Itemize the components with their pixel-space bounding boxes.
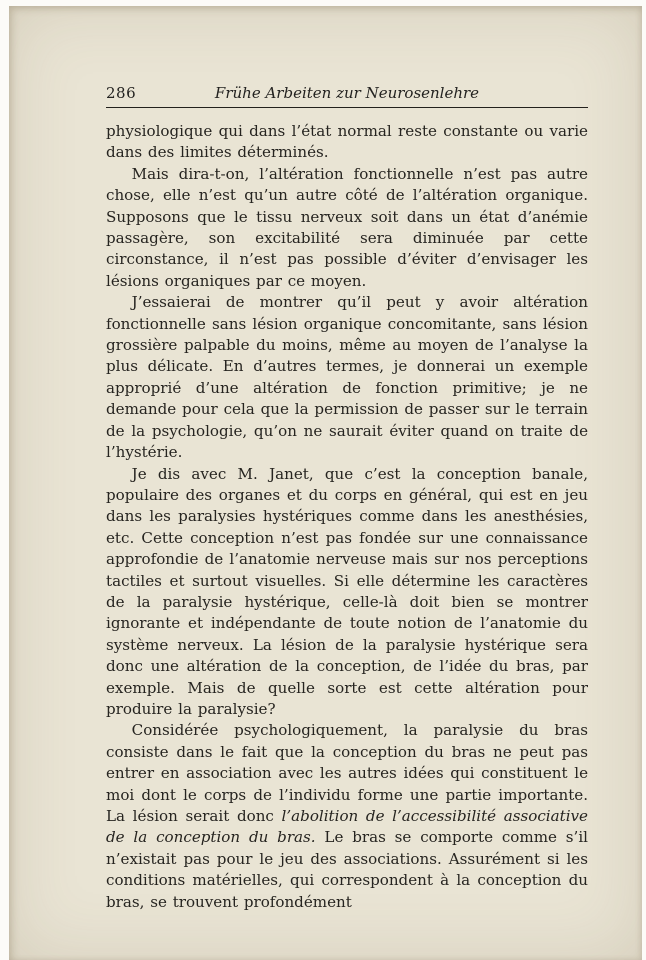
body-paragraph [106, 464, 588, 721]
header-rule [106, 107, 588, 108]
text-segment: Je dis avec M. Janet, que c’est la conception banale, populaire des organes et du corps en général, qui est en jeu dans les paralysies hystériques comme dans les anesthésies, etc. Cette conception n’est pas fondée sur une connaissance approfondie de l’anatomie nerveuse mais sur nos perceptions tactiles et surtout visuelles. Si elle détermine les caractères de la paralysie hystérique, celle-là doit bien se montrer ignorante et indépendante de toute notion de l’anatomie du système nerveux. La lésion de la paralysie hystérique sera donc une altération de la conception, de l’idée du bras, par exemple. Mais de quelle sorte est cette altération pour produire la paralysie? [106, 464, 588, 718]
body-paragraph [106, 164, 588, 292]
text-segment: Considérée psychologiquement, la paralysie du bras consiste dans le fait que la conception du bras ne peut pas entrer en association avec les autres idées qui constituent le moi dont le corps de l’individu forme une partie importante. La lésion serait donc [106, 721, 588, 825]
italic-phrase: l’abolition de l’accessibilité associative de la conception du bras. [106, 807, 588, 847]
text-segment: J’essaierai de montrer qu’il peut y avoir altération fonctionnelle sans lésion organique concomitante, sans lésion grossière palpable du moins, même au moyen de l’analyse la plus délicate. En d’autres termes, je donnerai un exemple approprié d’une altération de fonction primitive; je ne demande pour cela que la permission de passer sur le terrain de la psychologie, qu’on ne saurait éviter quand on traite de l’hystérie. [106, 293, 588, 462]
text-segment: physiologique qui dans l’état normal reste constante ou varie dans des limites déterminés. [106, 122, 588, 162]
page-number: 286 [106, 84, 137, 102]
running-header [106, 84, 588, 102]
body-paragraph [106, 292, 588, 463]
text-segment: Mais dira-t-on, l’altération fonctionnelle n’est pas autre chose, elle n’est qu’un autre côté de l’altération organique. Supposons que le tissu nerveux soit dans un état d’anémie passagère, son excitabilité sera diminuée par cette circonstance, il n’est pas possible d’éviter d’envisager les lésions organiques par ce moyen. [106, 164, 588, 290]
body-text [106, 121, 588, 913]
running-title: Frühe Arbeiten zur Neurosenlehre [214, 84, 480, 102]
text-segment: Le bras se comporte comme s’il n’existait pas pour le jeu des associations. Assurément si les conditions matérielles, qui correspondent à la conception du bras, se trouvent profondément [106, 828, 588, 911]
body-paragraph [106, 121, 588, 164]
body-paragraph [106, 720, 588, 913]
page-content [106, 84, 588, 913]
